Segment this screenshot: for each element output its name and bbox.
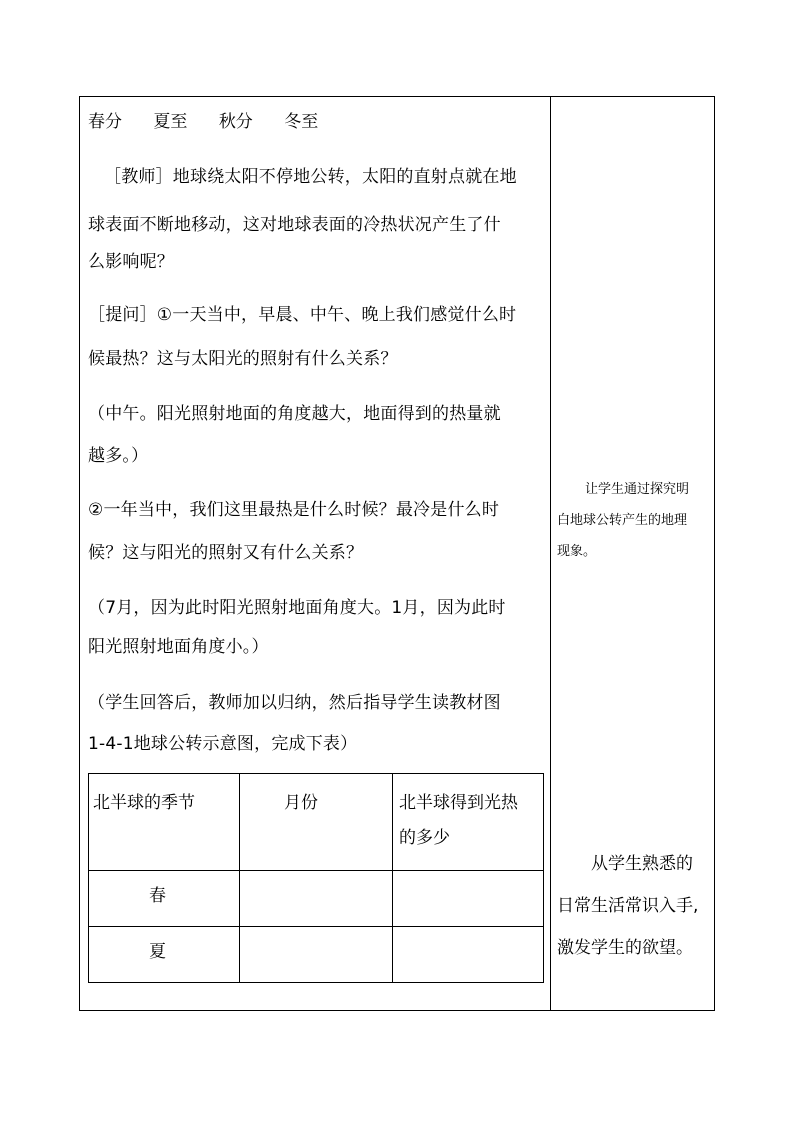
text-line: 候最热？这与太阳光的照射有什么关系？ <box>88 349 398 369</box>
text-line: （7月，因为此时阳光照射地面角度大。1月，因为此时 <box>88 598 506 618</box>
season-cell: 夏 <box>149 942 166 962</box>
text-line: 么影响呢？ <box>88 252 174 272</box>
season-item: 冬至 <box>284 112 319 132</box>
side-note-line: 激发学生的欲望。 <box>557 938 693 958</box>
table-header-cell <box>393 774 544 871</box>
text-line: 越多。） <box>88 446 149 466</box>
text-line: （中午。阳光照射地面的角度越大，地面得到的热量就 <box>88 404 501 424</box>
text-line: 候？这与阳光的照射又有什么关系？ <box>88 543 364 563</box>
main-cell <box>80 97 550 1010</box>
season-list <box>88 107 344 132</box>
table-header: 的多少 <box>399 828 450 848</box>
table-cell <box>240 927 393 983</box>
season-table <box>88 773 544 983</box>
text-line: ［教师］地球绕太阳不停地公转，太阳的直射点就在地 <box>104 167 517 187</box>
table-cell <box>240 871 393 927</box>
season-cell: 春 <box>149 886 166 906</box>
table-header: 北半球得到光热 <box>399 793 518 813</box>
season-item: 春分 <box>88 112 122 132</box>
side-note-line: 让学生通过探究明 <box>585 482 690 497</box>
table-cell <box>393 871 544 927</box>
side-cell <box>551 97 714 1010</box>
table-header: 月份 <box>284 793 318 813</box>
season-item: 夏至 <box>153 112 188 132</box>
table-header-cell <box>89 774 240 871</box>
table-cell <box>89 927 240 983</box>
side-note-line: 现象。 <box>557 544 597 559</box>
text-line: 球表面不断地移动，这对地球表面的冷热状况产生了什 <box>88 215 501 235</box>
table-header-cell <box>240 774 393 871</box>
text-line: 阳光照射地面角度小。） <box>88 637 269 657</box>
text-line: ②一年当中，我们这里最热是什么时候？最冷是什么时 <box>88 500 500 520</box>
text-line: （学生回答后，教师加以归纳，然后指导学生读教材图 <box>88 693 501 713</box>
side-note-line: 白地球公转产生的地理 <box>557 513 688 528</box>
table-cell <box>89 871 240 927</box>
text-line: ［提问］①一天当中，早晨、中午、晚上我们感觉什么时 <box>88 305 517 325</box>
table-header: 北半球的季节 <box>93 793 195 813</box>
lesson-table <box>79 96 715 1011</box>
side-note-line: 日常生活常识入手, <box>557 896 699 916</box>
table-cell <box>393 927 544 983</box>
season-item: 秋分 <box>218 112 253 132</box>
side-note-line: 从学生熟悉的 <box>591 854 693 874</box>
text-line: 1-4-1地球公转示意图，完成下表） <box>88 734 358 754</box>
